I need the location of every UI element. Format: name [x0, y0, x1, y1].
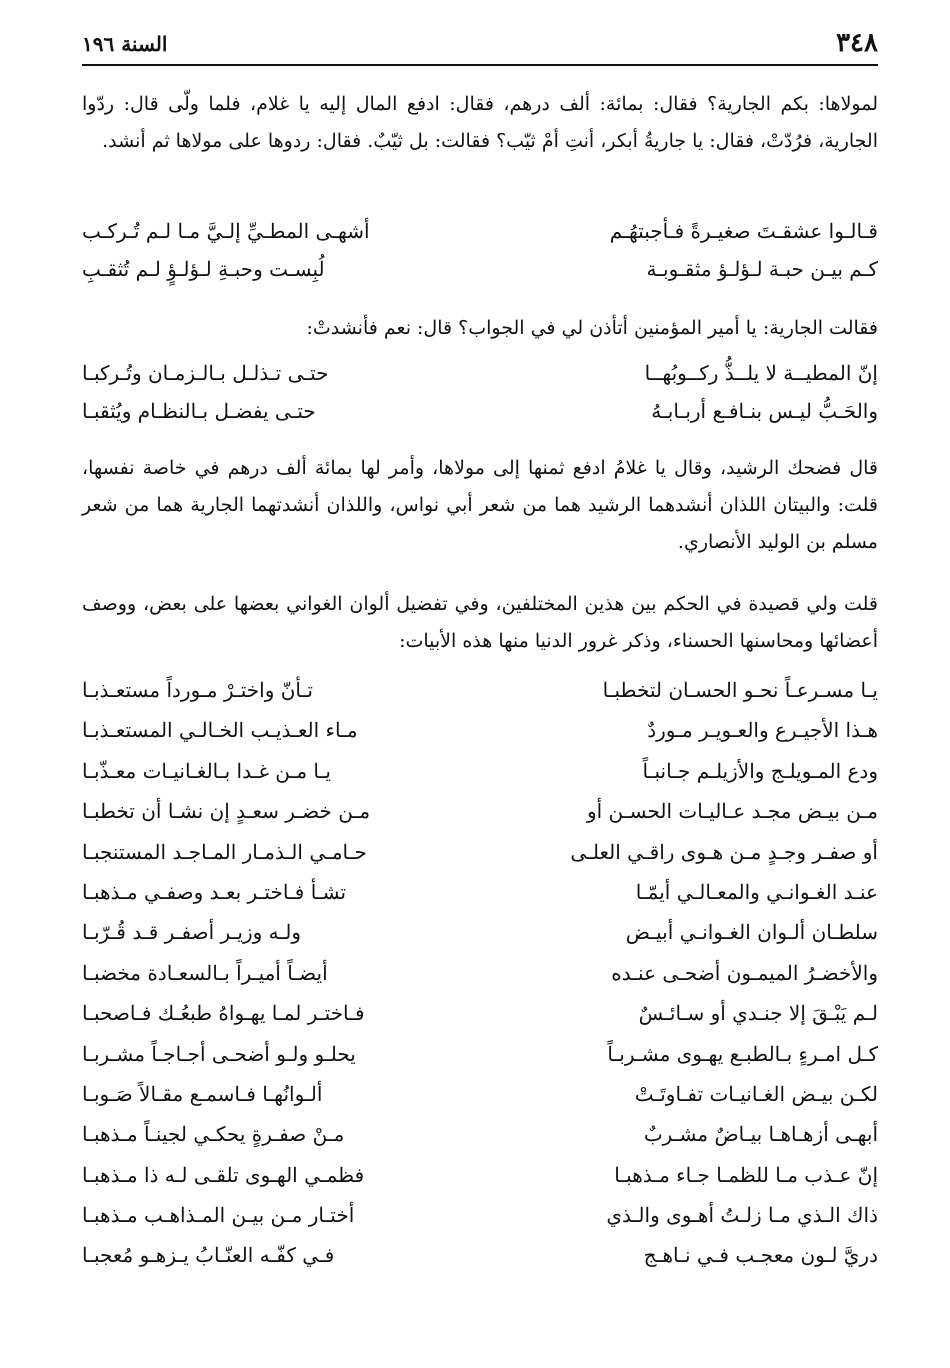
first-hemistich: ذاك الـذي مـا زلـتُ أهـوى والـذي	[606, 1203, 878, 1228]
verse-row	[82, 953, 878, 993]
running-head-year: السنة ١٩٦	[82, 32, 168, 56]
verse-row	[82, 1195, 878, 1235]
verse-row	[82, 1155, 878, 1195]
verse-row	[82, 912, 878, 952]
verse-row	[82, 791, 878, 831]
first-hemistich: هـذا الأجيـرع والعـويـر مـوردٌ	[647, 718, 878, 743]
verse-row	[82, 1074, 878, 1114]
second-hemistich: فـي كفّـه العنّـابُ يـزهـو مُعجبـا	[82, 1243, 335, 1268]
first-hemistich: عنـد الغـوانـي والمعـالـي أيمّـا	[635, 879, 878, 904]
verse-row	[82, 250, 878, 288]
poem-2	[82, 354, 878, 430]
verse-row	[82, 751, 878, 791]
first-hemistich: والأخضـرُ الميمـون أضحـى عنـده	[611, 960, 878, 985]
first-hemistich: إنّ عـذب مـا للظمـا جـاء مـذهبـا	[614, 1162, 878, 1187]
second-hemistich: مـنْ صفـرةٍ يحكـي لجينـاً مـذهبـا	[82, 1122, 345, 1147]
second-hemistich: ألـوانُهـا فـاسمـع مقـالاً صَـوبـا	[82, 1081, 323, 1106]
second-hemistich: حتـى تـذلـل بـالـزمـان وتُـركبـا	[82, 361, 329, 385]
paragraph-1: لمولاها: بكم الجارية؟ فقال: بمائة: ألف درهم، فقال: ادفع المال إليه يا غلام، فلما ولّى قال: ردّوا الجارية، فرُدّتْ، فقال: يا جاريةُ أبكر، أنتِ أمْ ثيّب؟ فقالت: بل ثيّبٌ. فقال: ردوها على مولاها ثم أنشد.	[82, 93, 878, 152]
second-hemistich: فـاختـر لمـا يهـواهُ طبعُـك فـاصحبـا	[82, 1001, 365, 1026]
first-hemistich: أبهـى أزهـاهـا بيـاضٌ مشـربٌ	[643, 1122, 878, 1147]
first-hemistich: ودع المـويلـج والأزيلـم جـانبـاً	[642, 758, 878, 783]
verse-row	[82, 993, 878, 1033]
second-hemistich: تـأنّ واختـرْ مـورداً مستعـذبـا	[82, 678, 313, 702]
paragraph-3: قال فضحك الرشيد، وقال يا غلامُ ادفع ثمنها إلى مولاها، وأمر لها بمائة ألف درهم في خاصة نفسها، قلت: والبيتان اللذان أنشدهما الرشيد هما من شعر أبي نواس، واللذان أنشدتهما الجارية هما من شعر مسلم بن الوليد الأنصاري.	[82, 457, 878, 553]
verse-row	[82, 710, 878, 750]
first-hemistich: كـل امـرءٍ بـالطبـع يهـوى مشـربـاً	[607, 1041, 878, 1066]
poem-3	[82, 670, 878, 1276]
poem-1	[82, 212, 878, 288]
verse-row	[82, 354, 878, 392]
first-hemistich: إنّ المطيــة لا يلــذُّ ركــوبُهــا	[644, 361, 878, 385]
first-hemistich: أو صفـر وجـدٍ مـن هـوى راقـي العلـى	[570, 839, 878, 864]
second-hemistich: يـا مـن غـدا بـالغـانيـات معـذّبـا	[82, 758, 331, 783]
verse-row	[82, 1034, 878, 1074]
page-header	[82, 28, 878, 66]
first-hemistich: والحَـبُّ ليـس بنـافـع أربـابـهُ	[651, 399, 878, 423]
second-hemistich: حتـى يفضـل بـالنظـام ويُثقبـا	[82, 399, 316, 423]
verse-row	[82, 1235, 878, 1275]
verse-row	[82, 832, 878, 872]
first-hemistich: لـم يَبْـقَ إلا جنـدي أو سـائـسٌ	[638, 1001, 878, 1026]
second-hemistich: حـامـي الـذمـار المـاجـد المستنجبـا	[82, 839, 367, 864]
verse-row	[82, 670, 878, 710]
second-hemistich: تشـأ فـاختـر بعـد وصفـي مـذهبـا	[82, 879, 347, 904]
verse-row	[82, 1114, 878, 1154]
verse-row	[82, 212, 878, 250]
first-hemistich: يـا مسـرعـاً نحـو الحسـان لتخطبـا	[602, 678, 878, 702]
paragraph-4: قلت ولي قصيدة في الحكم بين هذين المختلفين، وفي تفضيل ألوان الغواني بعضها على بعض، ووصف أعضائها ومحاسنها الحسناء، وذكر غرور الدنيا منها هذه الأبيات:	[82, 593, 878, 652]
second-hemistich: ولـه وزيـر أصفـر قـد قُـرّبـا	[82, 920, 301, 945]
verse-row	[82, 392, 878, 430]
first-hemistich: كـم بيـن حبـة لـؤلـؤ مثقـوبـة	[646, 257, 878, 281]
verse-row	[82, 872, 878, 912]
first-hemistich: دريَّ لـون معجـب فـي نـاهـج	[643, 1243, 878, 1268]
page-number: ٣٤٨	[836, 28, 878, 58]
paragraph-2: فقالت الجارية: يا أمير المؤمنين أتأذن لي في الجواب؟ قال: نعم فأنشدتْ:	[306, 317, 878, 339]
second-hemistich: أيضـاً أميـراً بـالسعـادة مخضبـا	[82, 960, 328, 985]
second-hemistich: مـن خضـر سعـدٍ إن نشـا أن تخطبـا	[82, 799, 371, 824]
second-hemistich: أشهـى المطـيِّ إلـيَّ مـا لـم تُـركـب	[82, 219, 370, 243]
first-hemistich: قـالـوا عشقـتَ صغيـرةً فـأجبتهُـم	[609, 219, 878, 243]
first-hemistich: سلطـان ألـوان الغـوانـي أبيـض	[625, 920, 878, 945]
first-hemistich: لكـن بيـض الغـانيـات تفـاوتَـتْ	[634, 1081, 878, 1106]
second-hemistich: فظمـي الهـوى تلقـى لـه ذا مـذهبـا	[82, 1162, 365, 1187]
first-hemistich: مـن بيـض مجـد عـاليـات الحسـن أو	[586, 799, 878, 824]
second-hemistich: أختـار مـن بيـن المـذاهـب مـذهبـا	[82, 1203, 355, 1228]
second-hemistich: لُبِسـت وحبـةِ لـؤلـؤٍ لـم تُثقـبِ	[82, 257, 325, 281]
second-hemistich: يحلـو ولـو أضحـى أجـاجـاً مشـربـا	[82, 1041, 356, 1066]
second-hemistich: مـاء العـذيـب الخـالـي المستعـذبـا	[82, 718, 358, 743]
